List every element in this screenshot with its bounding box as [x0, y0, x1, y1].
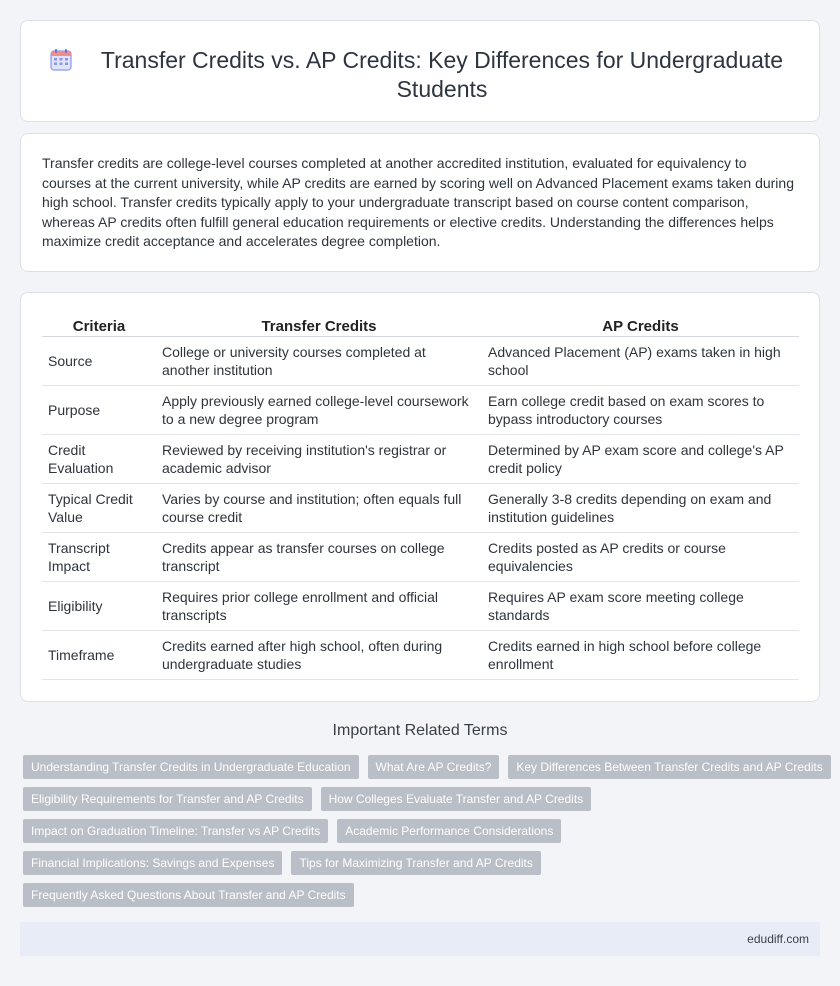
column-header-criteria: Criteria	[42, 317, 156, 337]
comparison-table-card	[20, 292, 820, 702]
row-transfer-value: Varies by course and institution; often equals full course credit	[156, 484, 482, 533]
table-row	[42, 631, 799, 680]
table-row	[42, 582, 799, 631]
related-term-link[interactable]: Key Differences Between Transfer Credits and AP Credits	[508, 755, 830, 779]
row-ap-value: Earn college credit based on exam scores to bypass introductory courses	[482, 386, 799, 435]
related-term-link[interactable]: Tips for Maximizing Transfer and AP Credits	[291, 851, 540, 875]
row-transfer-value: Credits earned after high school, often during undergraduate studies	[156, 631, 482, 680]
row-criteria: Transcript Impact	[42, 533, 156, 582]
calendar-icon	[49, 48, 73, 72]
table-row	[42, 484, 799, 533]
row-transfer-value: Reviewed by receiving institution's registrar or academic advisor	[156, 435, 482, 484]
related-terms-heading: Important Related Terms	[332, 722, 508, 739]
table-row	[42, 435, 799, 484]
related-term-link[interactable]: What Are AP Credits?	[368, 755, 500, 779]
row-ap-value: Determined by AP exam score and college's AP credit policy	[482, 435, 799, 484]
row-transfer-value: Requires prior college enrollment and official transcripts	[156, 582, 482, 631]
row-ap-value: Advanced Placement (AP) exams taken in high school	[482, 337, 799, 386]
related-term-link[interactable]: Impact on Graduation Timeline: Transfer vs AP Credits	[23, 819, 328, 843]
row-criteria: Credit Evaluation	[42, 435, 156, 484]
related-term-link[interactable]: How Colleges Evaluate Transfer and AP Credits	[321, 787, 592, 811]
header-card	[20, 20, 820, 122]
table-header-row	[42, 317, 799, 337]
row-ap-value: Credits earned in high school before college enrollment	[482, 631, 799, 680]
intro-paragraph: Transfer credits are college-level courses completed at another accredited institution, evaluated for equivalency to courses at the current university, while AP credits are earned by scoring well on Advanced Placement exams taken during high school. Transfer credits typically apply to your undergraduate transcript based on course content comparison, whereas AP credits often fulfill general education requirements or elective credits. Understanding the differences helps maximize credit acceptance and accelerates degree completion.	[42, 155, 794, 250]
footer-brand[interactable]: edudiff.com	[747, 932, 809, 946]
related-terms-list	[23, 755, 823, 915]
row-criteria: Eligibility	[42, 582, 156, 631]
row-criteria: Typical Credit Value	[42, 484, 156, 533]
row-criteria: Source	[42, 337, 156, 386]
related-term-link[interactable]: Eligibility Requirements for Transfer and AP Credits	[23, 787, 312, 811]
table-row	[42, 337, 799, 386]
comparison-table	[42, 317, 799, 680]
column-header-transfer: Transfer Credits	[156, 317, 482, 337]
row-criteria: Purpose	[42, 386, 156, 435]
related-term-link[interactable]: Financial Implications: Savings and Expenses	[23, 851, 282, 875]
table-row	[42, 533, 799, 582]
column-header-ap: AP Credits	[482, 317, 799, 337]
footer	[20, 922, 820, 956]
row-transfer-value: Credits appear as transfer courses on college transcript	[156, 533, 482, 582]
related-term-link[interactable]: Academic Performance Considerations	[337, 819, 561, 843]
intro-card	[20, 133, 820, 272]
row-ap-value: Requires AP exam score meeting college standards	[482, 582, 799, 631]
row-transfer-value: Apply previously earned college-level coursework to a new degree program	[156, 386, 482, 435]
related-term-link[interactable]: Frequently Asked Questions About Transfer and AP Credits	[23, 883, 354, 907]
row-transfer-value: College or university courses completed at another institution	[156, 337, 482, 386]
related-term-link[interactable]: Understanding Transfer Credits in Undergraduate Education	[23, 755, 359, 779]
row-criteria: Timeframe	[42, 631, 156, 680]
page-title: Transfer Credits vs. AP Credits: Key Differences for Undergraduate Students	[100, 47, 784, 102]
row-ap-value: Generally 3-8 credits depending on exam and institution guidelines	[482, 484, 799, 533]
table-row	[42, 386, 799, 435]
row-ap-value: Credits posted as AP credits or course equivalencies	[482, 533, 799, 582]
